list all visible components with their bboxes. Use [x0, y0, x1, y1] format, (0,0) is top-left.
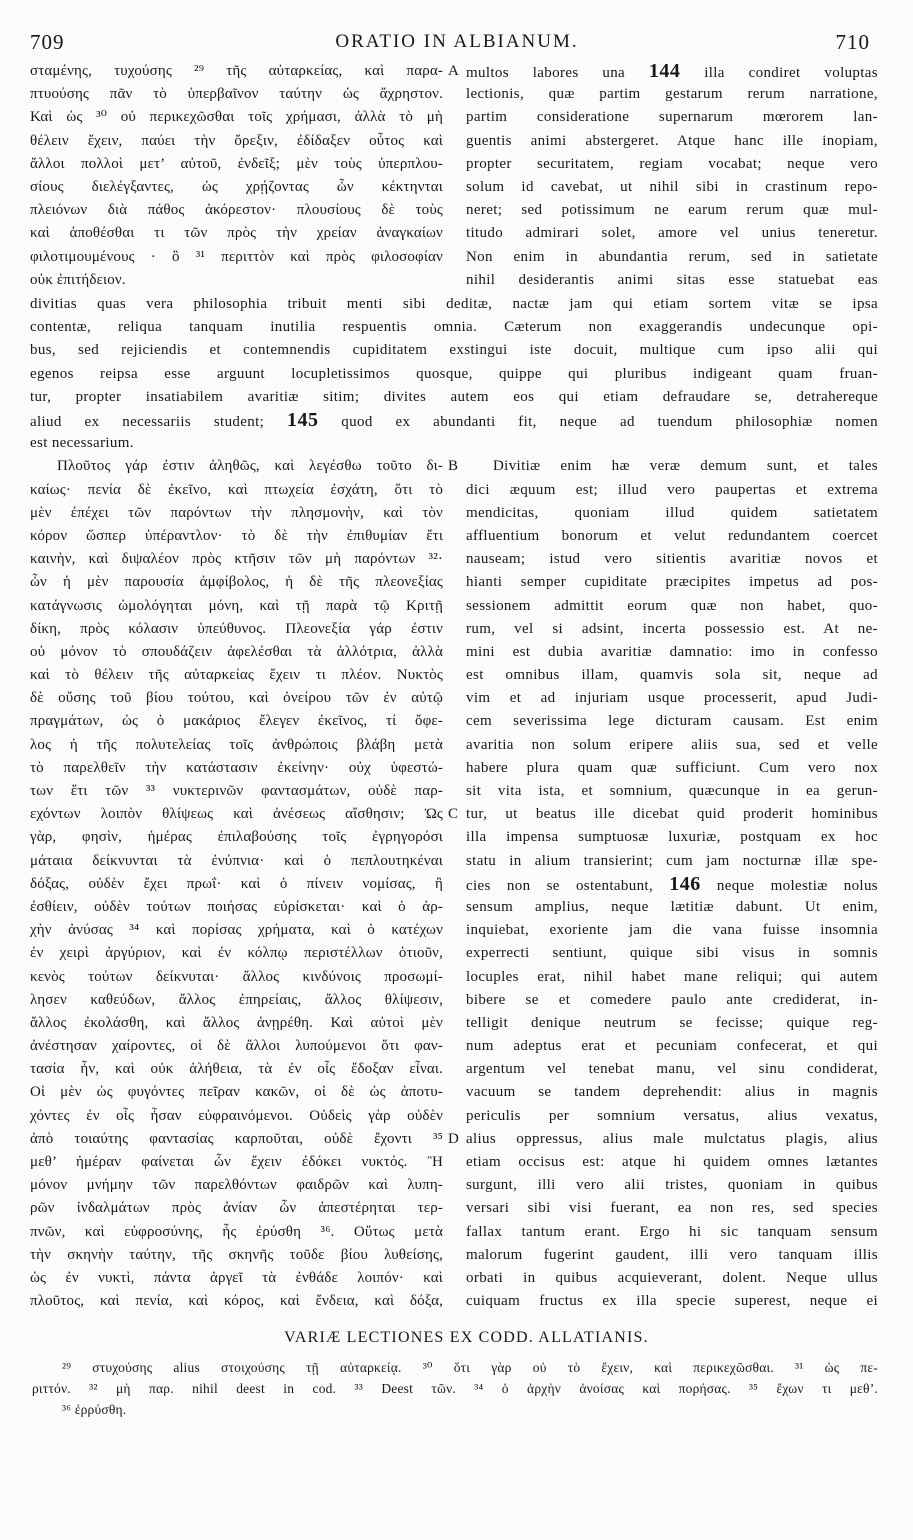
latin-text-line-text: alius oppressus, alius male mulctatus plagis, alius: [466, 1130, 878, 1147]
greek-text-line: [30, 710, 443, 733]
greek-text-line-text: τὴν σκηνὴν ταύτην, τῆς σκηνῆς τοῦδε βίου λυθείσης,: [30, 1246, 443, 1263]
greek-text-line: [30, 571, 443, 594]
text-run: multos labores una: [466, 65, 649, 81]
latin-text-line: [466, 1012, 878, 1035]
latin-text-line: [466, 153, 878, 176]
latin-text-line-text: est necessarium.: [30, 435, 134, 452]
greek-text-line: [30, 1151, 443, 1174]
greek-text-line-text: πτυούσης πᾶν τὸ ὑπερβαῖνον ταύτην ὡς ἄχρηστον.: [30, 86, 443, 103]
latin-text-line: [466, 1151, 878, 1174]
latin-text-line-text: bus, sed rejiciendis et contemnendis cupiditatem exstingui iste docuit, multique cum ipso alii qui: [30, 342, 878, 359]
greek-text-line: [30, 734, 443, 757]
latin-text-line: [466, 1105, 878, 1128]
greek-text-line-text: ἄλλος ἐκολάσθη, καὶ ἄλλος ἀνῃρέθη. Καὶ αὐτοὶ μὲν: [30, 1014, 443, 1031]
latin-text-line: [466, 1058, 878, 1081]
latin-text-line-text: est omnibus illam, quamvis sola sit, neque ad: [466, 667, 878, 684]
greek-text-line: [30, 1105, 443, 1128]
greek-text-line-text: καὶ τὸ θέλειν τῆς αὐταρκείας ἔχειν τι πλέον. Νυκτὸς: [30, 667, 443, 684]
footnote-line: [32, 1357, 878, 1378]
greek-text-line-text: κενὸς τούτων δείκνυται· ἄλλος κινδύνοις προσωμί-: [30, 968, 443, 985]
greek-text-line: [30, 618, 443, 641]
latin-text-line: [30, 316, 878, 339]
latin-text-line: [466, 873, 878, 896]
greek-text-line-text: δίκη, πρὸς κόλασιν ὑπεύθυνος. Πλεονεξία γάρ ἐστιν: [30, 620, 443, 637]
greek-text-line: [30, 1012, 443, 1035]
greek-text-line-text: καινὴν, καὶ διψαλέον πρὸς κτῆσιν τῶν μὴ παρόντων ³²·: [30, 551, 443, 568]
column-number: 146: [669, 872, 701, 895]
greek-text-line-text: τασία ἦν, καὶ οὐκ ἀλήθεια, τὰ ἐν οἷς ἔδοξαν εἶναι.: [30, 1061, 443, 1078]
greek-text-line-text: ἐσθίειν, οὐδὲν τούτων ποιήσας εὑρίσκεται· καὶ ὁ ἀρ-: [30, 898, 443, 915]
latin-text-line-text: divitias quas vera philosophia tribuit menti sibi deditæ, nactæ jam qui etiam sortem vitæ se ipsa: [30, 296, 878, 312]
margin-letter: C: [448, 806, 459, 823]
greek-text-line-text: ἀπὸ τοιαύτης φαντασίας καρποῦται, οὐδὲ ἔχοντι ³⁵: [30, 1130, 443, 1147]
greek-text-line-text: λησεν καθεύδων, ἄλλος ἐπηρείαις, ἄλλος θλίψεσιν,: [30, 991, 443, 1008]
greek-text-line: [30, 850, 443, 873]
greek-text-line: [30, 479, 443, 502]
latin-text-line: [466, 479, 878, 502]
greek-text-line: [30, 502, 443, 525]
greek-text-line: [30, 595, 443, 618]
greek-text-line-text: ρῶν ἰνδαλμάτων πρὸς ἀνίαν ὧν ἀπεστέρηται τερ-: [30, 1200, 443, 1217]
latin-text-line-text: egenos reipsa esse arguunt locupletissimos quosque, quippe qui pluribus indigeant quam fruan-: [30, 365, 878, 382]
latin-text-line-text: cem severissima lege dicturam causam. Est enim: [466, 713, 878, 730]
latin-text-line-text: contentæ, reliqua tanquam inutilia respuentis omnia. Cæterum non exaggerandis undecunque opi-: [30, 319, 878, 336]
page-number-left: 709: [30, 30, 65, 54]
greek-text-line: [30, 919, 443, 942]
latin-text-line: [466, 710, 878, 733]
greek-text-line-text: των ἔτι τῶν ³³ νυκτερινῶν φαντασμάτων, οὐδὲ παρ-: [30, 783, 443, 800]
column-number: 144: [648, 60, 681, 82]
latin-text-line: [466, 525, 878, 548]
latin-text-line: [466, 1197, 878, 1220]
footnote-line-text: ³⁶ ἐρρύσθη.: [62, 1402, 127, 1417]
latin-text-line: [466, 222, 878, 245]
latin-text-line: [30, 386, 878, 409]
greek-text-line-text: ὡς ἐν νυκτὶ, πάντα ἀργεῖ τὰ ἐνθάδε λοιπόν· καὶ: [30, 1269, 443, 1286]
latin-text-line: [466, 942, 878, 965]
latin-text-line-text: bibere se et comedere paulo ante crediderat, in-: [466, 991, 878, 1008]
latin-text-line-text: lectionis, quæ partim gestarum rerum narratione,: [466, 86, 878, 103]
latin-text-line: [466, 199, 878, 222]
footnote-line-text: ριττόν. ³² μὴ παρ. nihil deest in cod. ³³ Deest τῶν. ³⁴ ὁ ἀρχὴν ἀνοίσας καὶ πορήσας. ³⁵ ἔχων τι μεθ’.: [32, 1381, 878, 1396]
latin-text-line-text: num adeptus erat et pecuniam confecerat, et qui: [466, 1038, 878, 1055]
greek-text-line: [30, 130, 443, 153]
column-number: 145: [286, 408, 319, 431]
greek-text-line: [30, 83, 443, 106]
greek-text-line: [30, 1081, 443, 1104]
greek-text-line-text: οὐ μόνον τὸ σπουδάζειν ἀφελέσθαι τὰ ἀλλότρια, ἀλλὰ: [30, 643, 443, 660]
greek-text-line-text: μάταια δείκνυνται τὰ ἐνύπνια· καὶ ὁ πεπλουτηκέναι: [30, 852, 443, 869]
latin-text-line-text: sensum amplius, neque lætitiæ dabunt. Ut enim,: [466, 898, 878, 915]
latin-text-line: [466, 106, 878, 129]
greek-text-line-text: κατάγνωσις ὡμολόγηται μόνη, καὶ τῇ παρὰ τῷ Κριτῇ: [30, 597, 443, 614]
latin-text-line-text: habere plura quam quæ sufficiunt. Cum vero nox: [466, 759, 878, 776]
latin-text-line-text: cuiquam fructus ex illa specie superest, neque ei: [466, 1293, 878, 1310]
greek-text-line-text: ὧν ἡ μὲν παρουσία ἀμφίβολος, ἡ δὲ τῆς πλεονεξίας: [30, 574, 443, 591]
greek-text-line-text: πραγμάτων, ὡς ὁ μακάριος ἔλεγεν ἐκεῖνος, τί ὄφε-: [30, 713, 443, 730]
latin-text-line: [466, 1035, 878, 1058]
latin-text-line: [466, 130, 878, 153]
greek-text-line: [30, 896, 443, 919]
greek-text-line-text: πνῶν, καὶ εὐφροσύνης, ἧς ἐρύσθη ³⁶. Οὕτως μετὰ: [30, 1223, 443, 1240]
latin-text-line: [466, 734, 878, 757]
running-header: [30, 28, 870, 60]
greek-text-line-text: χὴν ἀνύσας ³⁴ καὶ πορίσας χρήματα, καὶ ὁ κατέχων: [30, 922, 443, 939]
greek-text-line: [30, 1128, 459, 1151]
greek-column-lower: [30, 455, 459, 1313]
greek-text-line: [30, 641, 443, 664]
latin-text-line-text: rum, vel si adsint, incerta possessio est. At ne-: [466, 620, 878, 637]
greek-text-line-text: τὸ παρελθεῖν τὴν κατάστασιν ἐκείνην· οὐχ ὑφεστώ-: [30, 759, 443, 776]
greek-text-line: [30, 1058, 443, 1081]
latin-text-line: [30, 432, 878, 455]
latin-text-line: [466, 571, 878, 594]
latin-text-line-text: neret; sed potissimum ne earum rerum quæ mul-: [466, 202, 878, 219]
latin-text-line-text: Divitiæ enim hæ veræ demum sunt, et tales: [493, 458, 878, 475]
latin-text-line-text: inquiebat, exoriente jam die vana fuisse insomnia: [466, 922, 878, 939]
greek-text-line-text: ἄλλοι πολλοὶ μετ’ αὐτοῦ, ἐνδεῖξ; μὲν τοὺς ὑπερπλου-: [30, 155, 443, 172]
latin-text-line: [466, 502, 878, 525]
greek-text-line-text: Καὶ ὡς ³⁰ οὐ περικεχῶσθαι τοῖς χρήμασι, ἀλλὰ τὸ μὴ: [30, 109, 443, 126]
latin-text-line: [466, 1244, 878, 1267]
greek-text-line: [30, 525, 443, 548]
greek-text-line: [30, 942, 443, 965]
latin-text-line: [466, 269, 878, 292]
greek-text-line-text: γὰρ, φησὶν, ἡμέρας ἐπιλαβούσης τοῖς ἐγρηγορόσι: [30, 829, 443, 846]
latin-text-line: [466, 989, 878, 1012]
latin-text-line: [466, 595, 878, 618]
greek-text-line: [30, 246, 443, 269]
latin-text-line: [466, 966, 878, 989]
latin-text-line-text: nihil desiderantis animi sitas esse statuebat eas: [466, 271, 878, 288]
latin-text-line-text: periculis per somnium versatus, alius vexatus,: [466, 1107, 878, 1124]
latin-text-line-text: statu in alium transierint; cum jam nocturnæ illæ spe-: [466, 852, 878, 869]
greek-text-line-text: μεθ’ ἡμέραν φαίνεται ὧν ἔχειν ἐδόκει νυκτός. Ἢ: [30, 1154, 443, 1171]
latin-text-line: [466, 687, 878, 710]
footnote-line-text: ²⁹ στυχούσης alius στοιχούσης τῇ αὐταρκείᾳ. ³⁰ ὅτι γὰρ οὐ τὸ ἔχειν, καὶ περικεχῶσθαι. ³¹ ὡς πε-: [62, 1360, 878, 1375]
variant-readings: [32, 1357, 878, 1420]
latin-text-line-text: hianti semper cupiditate præcipites impetus ad pos-: [466, 574, 878, 591]
latin-text-line: [466, 1267, 878, 1290]
running-title: ORATIO IN ALBIANUM.: [335, 31, 579, 52]
latin-text-line-text: partim consideratione supernarum mœrorem lan-: [466, 109, 878, 126]
latin-text-line-text: mendicitas, quoniam illud quidem satietatem: [466, 504, 878, 521]
latin-text-line-text: propter securitatem, regiam vocabat; neque vero: [466, 155, 878, 172]
greek-text-line: [30, 687, 443, 710]
text-run: aliud ex necessariis student;: [30, 413, 287, 430]
latin-text-line: [466, 850, 878, 873]
latin-text-line: [466, 60, 878, 83]
margin-letter: D: [448, 1130, 459, 1147]
latin-text-line-text: titudo admirari solet, amore vel unius teneretur.: [466, 225, 878, 242]
latin-text-line: [466, 176, 878, 199]
latin-text-line: [466, 803, 878, 826]
greek-text-line: [30, 222, 443, 245]
greek-text-line-text: Πλοῦτος γάρ ἐστιν ἀληθῶς, καὶ λεγέσθω τοῦτο δι-: [57, 458, 443, 475]
greek-text-line: [30, 1221, 443, 1244]
greek-text-line: [30, 966, 443, 989]
latin-text-line: [466, 780, 878, 803]
latin-text-line-text: argentum vel tenebat manu, vel sinu condiderat,: [466, 1061, 878, 1078]
greek-text-line-text: μόνον μνήμην τῶν παρελθόντων φαιδρῶν καὶ λυπη-: [30, 1177, 443, 1194]
latin-text-line: [466, 548, 878, 571]
latin-text-line-text: tur, propter insatiabilem avaritiæ sitim; divites autem eos qui etiam defraudare se, detrahereque: [30, 388, 878, 405]
latin-full-width-passage: [30, 293, 878, 455]
latin-text-line: [466, 641, 878, 664]
greek-text-line: [30, 455, 459, 478]
latin-text-line-text: dici æquum est; illud vero paupertas et extrema: [466, 481, 878, 498]
latin-text-line: [466, 896, 878, 919]
latin-text-line-text: malorum fugerint gaudent, illi vero tanquam illis: [466, 1246, 878, 1263]
page-number-right: 710: [835, 30, 870, 54]
latin-text-line-text: nauseam; istud vero sitientis avaritiæ novos et: [466, 551, 878, 568]
latin-text-line-text: guentis animi abstergeret. Atque hanc ille inopiam,: [466, 132, 878, 149]
latin-text-line-text: illa impensa sumptuosæ luxuriæ, postquam ex hoc: [466, 829, 878, 846]
greek-text-line-text: σταμένης, τυχούσης ²⁹ τῆς αὐταρκείας, καὶ παρα-: [30, 63, 443, 79]
latin-text-line-text: Non enim in abundantia rerum, sed in satietate: [466, 248, 878, 265]
latin-text-line: [466, 1174, 878, 1197]
latin-text-line-text: etiam occisus est: atque hi quidem omnes lætantes: [466, 1154, 878, 1171]
greek-text-line-text: ἀνέστησαν χαίροντες, οἱ δὲ ἄλλοι λυπούμενοι ὅτι φαν-: [30, 1038, 443, 1055]
greek-text-line-text: μὲν ἐπέχει τῶν παρόντων τὴν πλησμονὴν, καὶ τὸν: [30, 504, 443, 521]
latin-text-line-text: locuples erat, nihil habet mane reliqui; qui autem: [466, 968, 878, 985]
greek-column-top: [30, 60, 459, 292]
latin-text-line: [466, 455, 878, 478]
greek-text-line-text: λος ἡ τῆς πολυτελείας τοῖς ἀνθρώποις βλάβη μετὰ: [30, 736, 443, 753]
latin-text-line-text: solum id cavebat, ut nihil sibi in crastinum repo-: [466, 178, 878, 195]
text-run: neque molestiæ nolus: [700, 877, 878, 894]
latin-column-top: [466, 60, 878, 292]
text-run: quod ex abundanti fit, neque ad tuendum philosophiæ nomen: [318, 413, 878, 430]
latin-text-line: [466, 757, 878, 780]
greek-text-line: [30, 199, 443, 222]
latin-text-line-text: telligit denique neutrum se fecisse; quique reg-: [466, 1014, 878, 1031]
margin-letter: B: [448, 458, 459, 475]
greek-text-line-text: καὶ ἀποθέσθαι τι τῶν πρὸς τὴν χρείαν ἀναγκαίων: [30, 225, 443, 242]
margin-letter: A: [448, 63, 459, 79]
greek-text-line: [30, 1197, 443, 1220]
latin-text-line: [466, 246, 878, 269]
greek-text-line: [30, 664, 443, 687]
greek-text-line: [30, 1174, 443, 1197]
latin-text-line: [466, 83, 878, 106]
greek-text-line: [30, 780, 443, 803]
latin-text-line: [466, 1290, 878, 1313]
latin-text-line: [466, 1128, 878, 1151]
greek-text-line: [30, 803, 459, 826]
greek-text-line-text: θέλειν ἔχειν, παύει τὴν ὄρεξιν, ἐδίδαξεν οὗτος καὶ: [30, 132, 443, 149]
footnote-line: [32, 1378, 878, 1399]
latin-text-line-text: [466, 872, 878, 895]
latin-text-line-text: orbati in quibus acquieverant, dolent. Neque ullus: [466, 1269, 878, 1286]
greek-text-line-text: κόρον ὥσπερ ὑπέραντλον· τὸ δὲ τὴν ἐπιθυμίαν ἔτι: [30, 527, 443, 544]
greek-text-line: [30, 989, 443, 1012]
greek-text-line: [30, 1035, 443, 1058]
latin-text-line-text: fallax tantum erant. Ergo hi sic tanquam sensum: [466, 1223, 878, 1240]
latin-text-line-text: vacuum se tandem deprehendit: alius in magnis: [466, 1084, 878, 1101]
greek-text-line-text: δόξας, οὐδὲν ἔχει πρωΐ· καὶ ὁ πίνειν νομίσας, ἢ: [30, 875, 443, 892]
latin-text-line-text: versari sibi visi fuerant, ea non res, sed species: [466, 1200, 878, 1217]
variant-readings-title: VARIÆ LECTIONES EX CODD. ALLATIANIS.: [284, 1329, 649, 1346]
greek-text-line: [30, 60, 459, 83]
greek-text-line-text: σίους διελέγξαντες, ὡς χρῄζοντας ὧν κέκτηνται: [30, 178, 443, 195]
latin-text-line: [466, 618, 878, 641]
greek-text-line-text: ἐν χειρὶ ἀργύριον, καὶ ἐν κόλπῳ περιστέλλων ὁτιοῦν,: [30, 945, 443, 962]
greek-text-line: [30, 269, 443, 292]
latin-text-line-text: mini est dubia avaritiæ damnatio: imo in confesso: [466, 643, 878, 660]
latin-text-line-text: affluentium bonorum et velut redundantem coercet: [466, 527, 878, 544]
text-run: cies non se ostentabunt,: [466, 877, 670, 894]
greek-text-line: [30, 826, 443, 849]
latin-text-line: [30, 409, 878, 432]
greek-text-line: [30, 1244, 443, 1267]
greek-text-line-text: χόντες ἐν οἷς ἦσαν εὐφραινόμενοι. Οὐδεὶς γὰρ οὐδὲν: [30, 1107, 443, 1124]
greek-text-line: [30, 548, 443, 571]
latin-text-line-text: surgunt, illi vero alii tristes, quoniam in quibus: [466, 1177, 878, 1194]
latin-text-line-text: [30, 408, 878, 431]
greek-text-line-text: πλειόνων διὰ πάθος ἀκόρεστον· πλουσίους δὲ τοὺς: [30, 202, 443, 219]
latin-text-line: [466, 919, 878, 942]
greek-text-line-text: πλοῦτος, καὶ πενία, καὶ κόρος, καὶ ἔνδεια, καὶ δόξα,: [30, 1293, 443, 1310]
greek-text-line-text: φιλοτιμουμένους · ὃ ³¹ περιττὸν καὶ πρὸς φιλοσοφίαν: [30, 248, 443, 265]
greek-text-line: [30, 106, 443, 129]
greek-text-line: [30, 1267, 443, 1290]
latin-text-line-text: experrecti sentiunt, quique sibi visus in somnis: [466, 945, 878, 962]
latin-text-line-text: sit vita ista, et somnium, quæcunque in ea gerun-: [466, 783, 878, 800]
latin-text-line-text: [466, 60, 878, 82]
greek-text-line-text: δὲ οὔσης τοῦ βίου τούτου, καὶ ὀνείρου τῶν ἐν αὐτῷ: [30, 690, 443, 707]
latin-text-line: [30, 339, 878, 362]
latin-column-lower: [466, 455, 878, 1313]
latin-text-line: [466, 1221, 878, 1244]
greek-text-line: [30, 176, 443, 199]
footnote-line: [32, 1399, 878, 1420]
greek-text-line-text: Οἱ μὲν ὡς φυγόντες πεῖραν κακῶν, οἱ δὲ ὡς ἀποτυ-: [30, 1084, 443, 1101]
greek-text-line: [30, 1290, 443, 1313]
latin-text-line-text: sessionem admittit eorum quæ non habet, quo-: [466, 597, 878, 614]
greek-text-line-text: οὐκ ἐπιτήδειον.: [30, 271, 126, 288]
greek-text-line: [30, 873, 443, 896]
latin-text-line-text: vim et ad injuriam usque processerit, apud Judi-: [466, 690, 878, 707]
text-run: illa condiret voluptas: [680, 65, 878, 81]
greek-text-line-text: εχόντων λοιπὸν θλίψεως καὶ ἀνέσεως αἴσθησιν; Ὡς: [30, 806, 443, 823]
latin-text-line: [466, 664, 878, 687]
latin-text-line-text: tur, ut beatus ille dicebat quid proderit hominibus: [466, 806, 878, 823]
greek-text-line-text: καίως· πενία δὲ ἐκεῖνο, καὶ πτωχεία ἐσχάτη, ὅτι τὸ: [30, 481, 443, 498]
greek-text-line: [30, 153, 443, 176]
latin-text-line-text: avaritia non solum eripere aliis sua, sed et velle: [466, 736, 878, 753]
latin-text-line: [466, 1081, 878, 1104]
latin-text-line: [466, 826, 878, 849]
greek-text-line: [30, 757, 443, 780]
latin-text-line: [30, 363, 878, 386]
latin-text-line: [30, 293, 878, 316]
